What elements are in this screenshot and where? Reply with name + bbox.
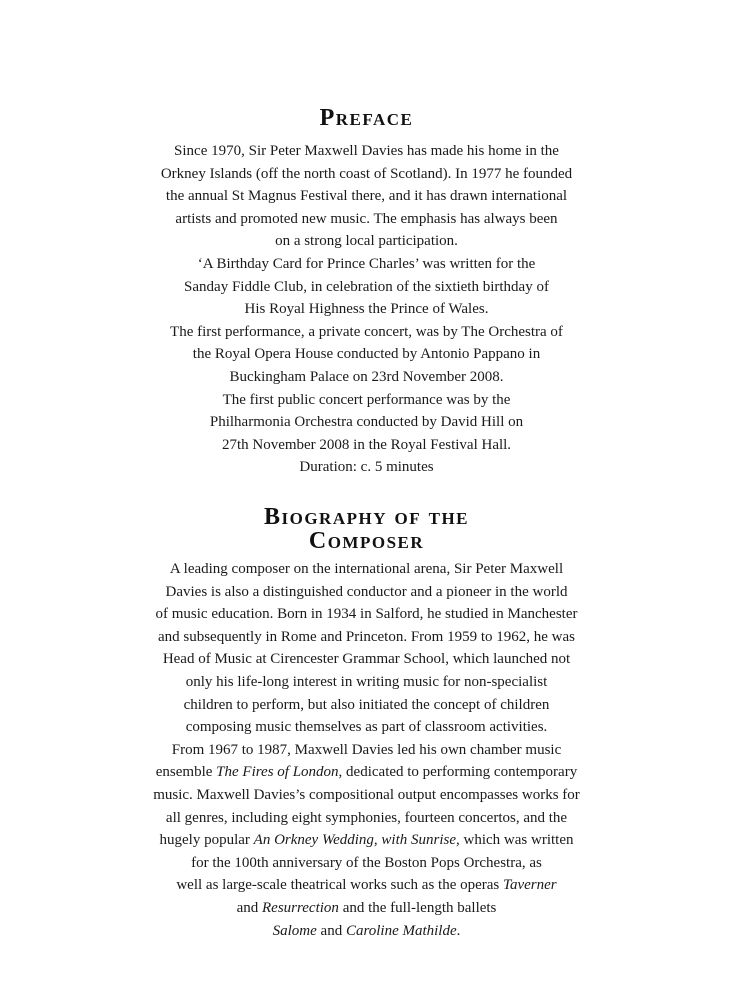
italic-title: Resurrection xyxy=(262,899,339,916)
biography-line: music. Maxwell Davies’s compositional output encompasses works for xyxy=(153,786,580,803)
biography-line: for the 100th anniversary of the Boston Pops Orchestra, as xyxy=(191,854,542,871)
biography-line xyxy=(0,829,733,852)
biography-line xyxy=(0,897,733,920)
preface-line: Sanday Fiddle Club, in celebration of the sixtieth birthday of xyxy=(184,278,549,295)
preface-line: Since 1970, Sir Peter Maxwell Davies has made his home in the xyxy=(174,143,559,159)
biography-text xyxy=(0,558,733,942)
text-segment: ensemble xyxy=(155,764,217,781)
text-segment: and xyxy=(316,922,346,939)
biography-heading-line2: Composer xyxy=(308,528,425,554)
biography-line: composing music themselves as part of classroom activities. xyxy=(185,719,548,736)
biography-line: From 1967 to 1987, Maxwell Davies led his own chamber music xyxy=(171,741,562,758)
biography-line: only his life-long interest in writing music for non-specialist xyxy=(185,673,548,690)
biography-line: and subsequently in Rome and Princeton. From 1959 to 1962, he was xyxy=(157,628,576,645)
biography-line xyxy=(0,761,733,784)
preface-line: His Royal Highness the Prince of Wales. xyxy=(244,301,489,318)
biography-line: Davies is also a distinguished conductor and a pioneer in the world xyxy=(165,583,568,600)
italic-title: Salome xyxy=(272,922,317,939)
preface-line: Orkney Islands (off the north coast of Scotland). In 1977 he founded xyxy=(160,165,573,182)
biography-line: of music education. Born in 1934 in Salford, he studied in Manchester xyxy=(155,606,578,623)
text-segment: and the full-length ballets xyxy=(338,899,497,916)
text-segment: and xyxy=(236,899,262,916)
text-segment: well as large-scale theatrical works such as the operas xyxy=(176,877,504,894)
text-segment: hugely popular xyxy=(159,832,254,849)
preface-line: 27th November 2008 in the Royal Festival Hall. xyxy=(221,436,512,453)
preface-text xyxy=(0,140,733,479)
preface-line: Buckingham Palace on 23rd November 2008. xyxy=(229,368,504,385)
preface-heading: Preface xyxy=(319,105,414,131)
biography-line: A leading composer on the international arena, Sir Peter Maxwell xyxy=(169,561,564,577)
preface-line: the Royal Opera House conducted by Antonio Pappano in xyxy=(192,346,541,363)
italic-title: An Orkney Wedding, with Sunrise xyxy=(253,832,456,849)
italic-title: Caroline Mathilde xyxy=(345,922,457,939)
preface-line: on a strong local participation. xyxy=(275,233,458,250)
preface-line: The first performance, a private concert, was by The Orchestra of xyxy=(170,323,563,340)
preface-line: ‘A Birthday Card for Prince Charles’ was written for the xyxy=(197,255,536,272)
preface-heading-wrap xyxy=(0,106,733,130)
biography-line: children to perform, but also initiated the concept of children xyxy=(183,696,550,713)
text-segment: , which was written xyxy=(456,832,574,849)
preface-line: The first public concert performance was by the xyxy=(222,391,511,408)
italic-title: Taverner xyxy=(503,877,557,894)
biography-heading-line1: Biography of the xyxy=(263,504,470,530)
text-segment: . xyxy=(456,922,461,939)
biography-line: Head of Music at Cirencester Grammar School, which launched not xyxy=(162,651,571,668)
preface-line: Philharmonia Orchestra conducted by David Hill on xyxy=(209,414,524,431)
text-segment: , dedicated to performing contemporary xyxy=(338,764,578,781)
biography-line: all genres, including eight symphonies, fourteen concertos, and the xyxy=(165,809,568,826)
biography-line xyxy=(0,874,733,897)
italic-title: The Fires of London xyxy=(216,764,339,781)
biography-heading xyxy=(0,505,733,553)
preface-line: artists and promoted new music. The emphasis has always been xyxy=(175,210,558,227)
preface-duration: Duration: c. 5 minutes xyxy=(299,459,434,476)
biography-line xyxy=(0,920,733,943)
preface-line: the annual St Magnus Festival there, and it has drawn international xyxy=(165,188,568,205)
biography-heading-wrap xyxy=(0,505,733,553)
